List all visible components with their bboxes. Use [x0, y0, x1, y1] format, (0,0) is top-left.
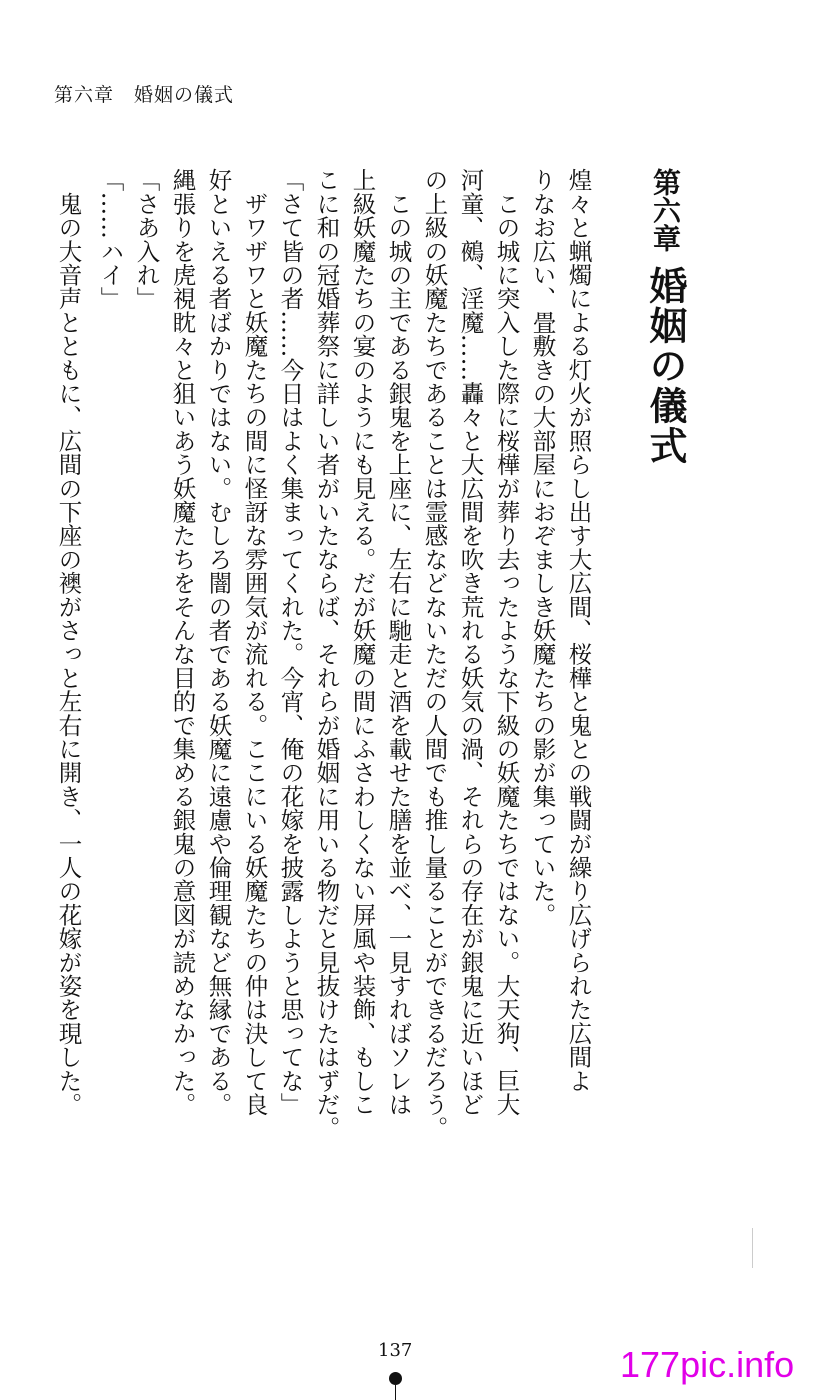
- text-column-7: 上級妖魔たちの宴のようにも見える。だが妖魔の間にふさわしくない屏風や装飾、もしこ: [348, 168, 377, 1116]
- text-column-13: 「さあ入れ」: [132, 168, 161, 311]
- text-column-11: 好といえる者ばかりではない。むしろ闇の者である妖魔に遠慮や倫理観など無縁である。: [204, 168, 233, 1116]
- text-column-1: 煌々と蝋燭による灯火が照らし出す大広間、桜樺と鬼との戦闘が繰り広げられた広間よ: [564, 168, 593, 1093]
- text-column-3: この城に突入した際に桜樺が葬り去ったような下級の妖魔たちではない。大天狗、巨大: [492, 168, 521, 1116]
- chapter-number: 第六章: [649, 168, 682, 252]
- page-marker-dot: [389, 1372, 402, 1385]
- text-column-4: 河童、鵺、淫魔……轟々と大広間を吹き荒れる妖気の渦、それらの存在が銀鬼に近いほど: [456, 168, 485, 1116]
- text-column-6: この城の主である銀鬼を上座に、左右に馳走と酒を載せた膳を並べ、一見すればソレは: [384, 168, 413, 1116]
- chapter-name: 婚姻の儀式: [643, 266, 687, 466]
- page-marker-line: [395, 1385, 396, 1400]
- page-number: 137: [378, 1340, 413, 1361]
- text-column-2: りなお広い、畳敷きの大部屋におぞましき妖魔たちの影が集っていた。: [528, 168, 557, 927]
- text-column-9: 「さて皆の者……今日はよく集まってくれた。今宵、俺の花嫁を披露しようと思ってな」: [276, 168, 305, 1116]
- text-column-15: 鬼の大音声とともに、広間の下座の襖がさっと左右に開き、一人の花嫁が姿を現した。: [54, 168, 83, 1116]
- text-column-14: 「……ハイ」: [96, 168, 125, 311]
- chapter-title: [643, 168, 687, 466]
- running-header: 第六章 婚姻の儀式: [54, 84, 235, 106]
- text-column-12: 縄張りを虎視眈々と狙いあう妖魔たちをそんな目的で集める銀鬼の意図が読めなかった。: [168, 168, 197, 1116]
- text-column-5: の上級の妖魔たちであることは霊感などないただの人間でも推し量ることができるだろう。: [420, 168, 449, 1140]
- watermark: 177pic.info: [620, 1344, 795, 1385]
- text-column-8: こに和の冠婚葬祭に詳しい者がいたならば、それらが婚姻に用いる物だと見抜けたはずだ。: [312, 168, 341, 1140]
- text-column-10: ザワザワと妖魔たちの間に怪訝な雰囲気が流れる。ここにいる妖魔たちの仲は決して良: [240, 168, 269, 1116]
- scan-mark: [752, 1228, 753, 1268]
